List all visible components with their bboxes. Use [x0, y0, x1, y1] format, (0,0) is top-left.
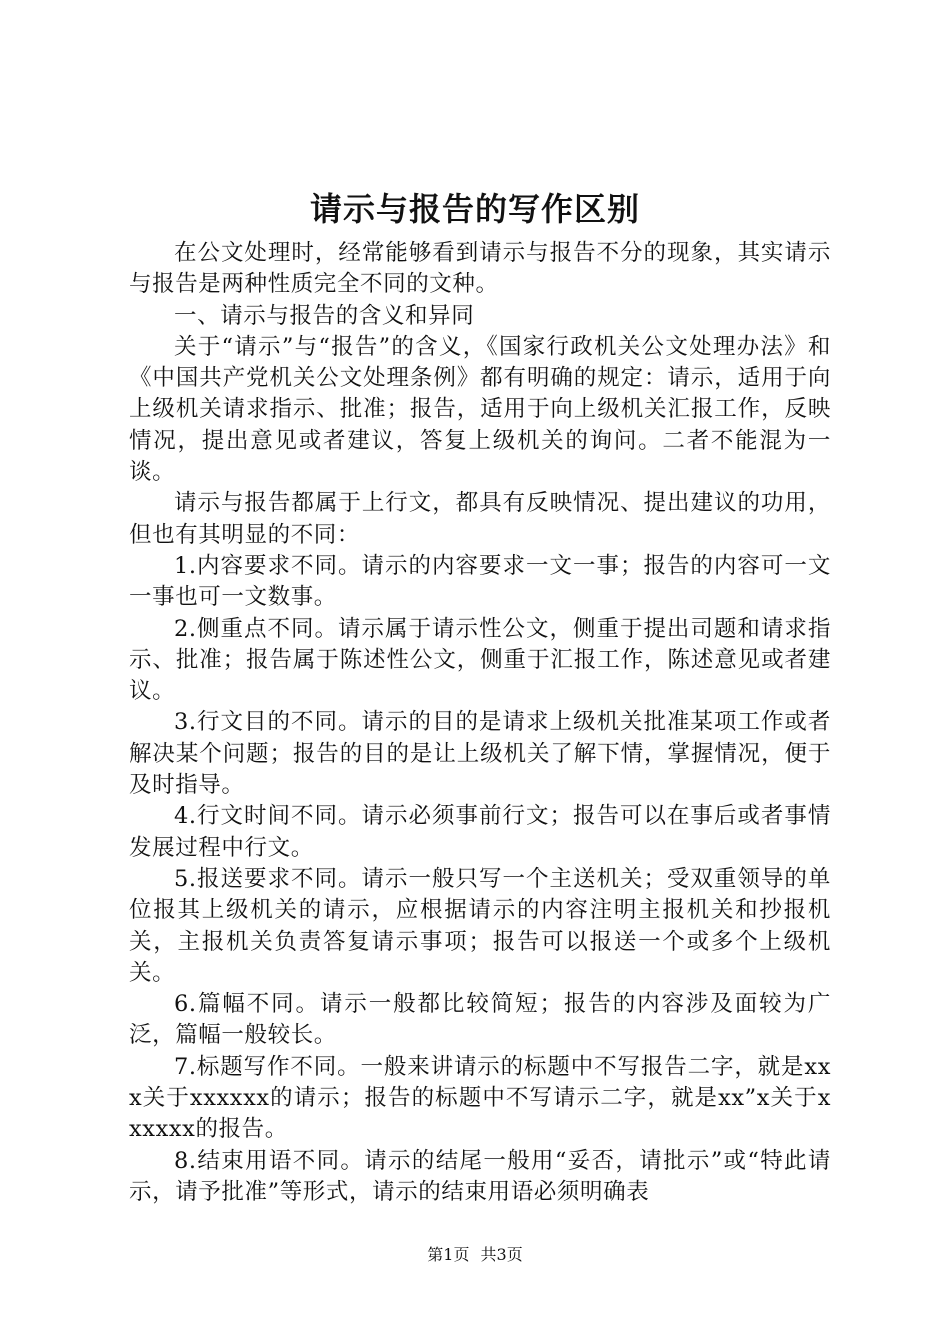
list-item-7: 7.标题写作不同。一般来讲请示的标题中不写报告二字，就是xxx关于xxxxxx的请示；报告的标题中不写请示二字，就是xx”x关于xxxxxx的报告。	[129, 1053, 831, 1143]
document-body	[129, 238, 831, 1208]
page-number: 第1页	[427, 1245, 470, 1264]
paragraph-intro: 在公文处理时，经常能够看到请示与报告不分的现象，其实请示与报告是两种性质完全不同的文种。	[129, 240, 831, 298]
paragraph-comparison: 请示与报告都属于上行文，都具有反映情况、提出建议的功用，但也有其明显的不同：	[129, 490, 831, 548]
list-item-5: 5.报送要求不同。请示一般只写一个主送机关；受双重领导的单位报其上级机关的请示，应根据请示的内容注明主报机关和抄报机关，主报机关负责答复请示事项；报告可以报送一个或多个上级机关。	[129, 865, 831, 986]
list-item-8: 8.结束用语不同。请示的结尾一般用“妥否，请批示”或“特此请示，请予批准”等形式，请示的结束用语必须明确表	[129, 1147, 831, 1205]
list-item-4: 4.行文时间不同。请示必须事前行文；报告可以在事后或者事情发展过程中行文。	[129, 803, 831, 861]
list-item-2: 2.侧重点不同。请示属于请示性公文，侧重于提出司题和请求指示、批准；报告属于陈述性公文，侧重于汇报工作，陈述意见或者建议。	[129, 615, 831, 705]
page-total: 共3页	[480, 1245, 523, 1264]
section-heading: 一、请示与报告的含义和异同	[174, 302, 475, 329]
paragraph-definition: 关于“请示”与“报告”的含义，《国家行政机关公文处理办法》和《中国共产党机关公文处理条例》都有明确的规定：请示，适用于向上级机关请求指示、批准；报告，适用于向上级机关汇报工作，反映情况，提出意见或者建议，答复上级机关的询问。二者不能混为一谈。	[129, 333, 831, 486]
list-item-3: 3.行文目的不同。请示的目的是请求上级机关批准某项工作或者解决某个问题；报告的目的是让上级机关了解下情，掌握情况，便于及时指导。	[129, 709, 831, 799]
list-item-6: 6.篇幅不同。请示一般都比较简短；报告的内容涉及面较为广泛，篇幅一般较长。	[129, 991, 831, 1049]
page-footer	[0, 1244, 950, 1266]
list-item-1: 1.内容要求不同。请示的内容要求一文一事；报告的内容可一文一事也可一文数事。	[129, 552, 831, 611]
document-title: 请示与报告的写作区别	[309, 190, 640, 228]
